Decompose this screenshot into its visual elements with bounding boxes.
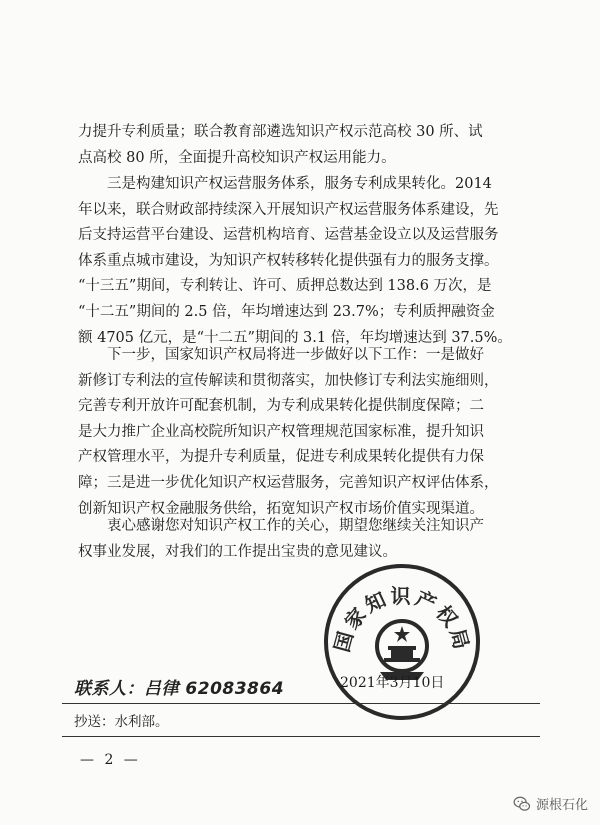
text-line: 额 4705 亿元，是“十二五”期间的 3.1 倍，年均增速达到 37.5%。 xyxy=(78,329,512,346)
document-date: 2021年3月10日 xyxy=(340,675,445,691)
text-line: 产权管理水平，为提升专利质量，促进专利成果转化提供有力保 xyxy=(78,449,484,466)
text-line: 后支持运营平台建设、运营机构培育、运营基金设立以及运营服务 xyxy=(78,227,499,244)
text-line: 力提升专利质量；联合教育部遴选知识产权示范高校 30 所、试 xyxy=(78,124,483,140)
paragraph-1 xyxy=(78,120,528,171)
page-number: — 2 — xyxy=(80,752,141,768)
text-line: 是大力推广企业高校院所知识产权管理规范国家标准，提升知识 xyxy=(78,423,484,440)
text-line: 完善专利开放许可配套机制，为专利成果转化提供制度保障；二 xyxy=(78,398,484,415)
text-line: 创新知识产权金融服务供给，拓宽知识产权市场价值实现渠道。 xyxy=(78,500,484,517)
text-line: 年以来，联合财政部持续深入开展知识产权运营服务体系建设，先 xyxy=(78,201,499,218)
divider-bottom xyxy=(62,736,540,737)
text-line: 体系重点城市建设，为知识产权转移转化提供强有力的服务支撑。 xyxy=(78,252,499,269)
watermark xyxy=(513,794,588,813)
official-seal-icon xyxy=(322,562,482,722)
paragraph-3 xyxy=(78,343,528,522)
text-line: 衷心感谢您对知识产权工作的关心，期望您继续关注知识产 xyxy=(78,518,484,534)
text-line: “十三五”期间，专利转让、许可、质押总数达到 138.6 万次，是 xyxy=(78,278,492,295)
text-line: 下一步，国家知识产权局将进一步做好以下工作：一是做好 xyxy=(78,347,484,363)
text-line: 权事业发展，对我们的工作提出宝贵的意见建议。 xyxy=(78,543,397,560)
text-line: 障；三是进一步优化知识产权运营服务，完善知识产权评估体系， xyxy=(78,474,499,491)
watermark-text: 源根石化 xyxy=(535,798,588,813)
cc-line: 抄送：水利部。 xyxy=(74,714,169,730)
text-line: 点高校 80 所，全面提升高校知识产权运用能力。 xyxy=(78,149,396,166)
text-line: 三是构建知识产权运营服务体系，服务专利成果转化。2014 xyxy=(78,176,492,192)
text-line: 新修订专利法的宣传解读和贯彻落实，加快修订专利法实施细则， xyxy=(78,372,499,389)
paragraph-2 xyxy=(78,172,528,351)
contact-signature: 联系人：吕律 62083864 xyxy=(74,679,285,699)
divider-top xyxy=(62,703,540,704)
svg-text:国家知识产权局: 国家知识产权局 xyxy=(329,584,475,655)
text-line: “十二五”期间的 2.5 倍，年均增速达到 23.7%；专利质押融资金 xyxy=(78,303,495,320)
paragraph-4 xyxy=(78,514,528,565)
wechat-icon xyxy=(513,795,531,813)
